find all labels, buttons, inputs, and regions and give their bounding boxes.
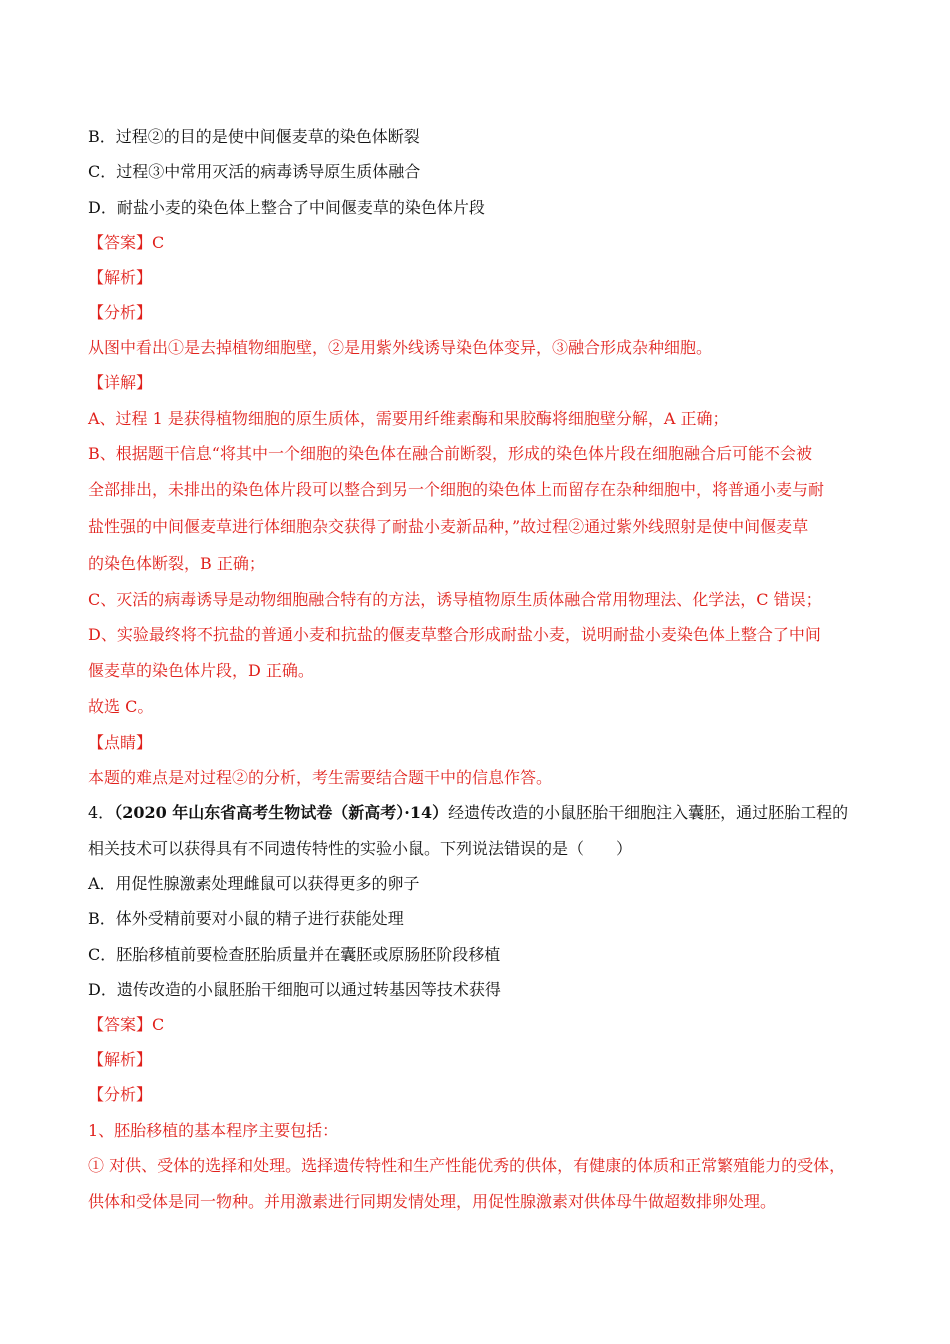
q3-detail-line: 全部排出，未排出的染色体片段可以整合到另一个细胞的染色体上而留存在杂种细胞中，将普通小麦与耐 (88, 480, 825, 499)
q4-option-c: C．胚胎移植前要检查胚胎质量并在囊胚或原肠胚阶段移植 (88, 945, 501, 964)
q4-answer: 【答案】C (88, 1015, 165, 1034)
q3-detail-line: A、过程 1 是获得植物细胞的原生质体，需要用纤维素酶和果胶酶将细胞壁分解，A 正确； (88, 409, 729, 428)
q4-stem-line2: 相关技术可以获得具有不同遗传特性的实验小鼠。下列说法错误的是（ ） (88, 839, 633, 858)
q3-answer: 【答案】C (88, 233, 165, 252)
q3-dianjing-text: 本题的难点是对过程②的分析，考生需要结合题干中的信息作答。 (88, 768, 553, 787)
q4-fenxi-label: 【分析】 (88, 1085, 153, 1104)
q4-option-b: B．体外受精前要对小鼠的精子进行获能处理 (88, 909, 404, 928)
q4-number: 4． (88, 803, 115, 822)
q3-detail-line: 盐性强的中间偃麦草进行体细胞杂交获得了耐盐小麦新品种，”故过程②通过紫外线照射是使中间偃麦草 (88, 517, 809, 536)
q4-analysis-label: 【解析】 (88, 1050, 153, 1069)
q4-fenxi-line: 1、胚胎移植的基本程序主要包括： (88, 1121, 339, 1140)
q3-detail-line: D、实验最终将不抗盐的普通小麦和抗盐的偃麦草整合形成耐盐小麦，说明耐盐小麦染色体上整合了中间 (88, 625, 821, 644)
q3-choice: 故选 C。 (88, 697, 154, 716)
q4-fenxi-line: 供体和受体是同一物种。并用激素进行同期发情处理，用促性腺激素对供体母牛做超数排卵处理。 (88, 1192, 777, 1211)
q3-option-c: C．过程③中常用灭活的病毒诱导原生质体融合 (88, 162, 421, 181)
q3-detail-line: 的染色体断裂，B 正确； (88, 554, 265, 573)
q4-option-d: D．遗传改造的小鼠胚胎干细胞可以通过转基因等技术获得 (88, 980, 501, 999)
q4-source: （2020 年山东省高考生物试卷（新高考）·14） (114, 803, 449, 822)
q3-option-d: D．耐盐小麦的染色体上整合了中间偃麦草的染色体片段 (88, 198, 485, 217)
q3-detail-line: B、根据题干信息“将其中一个细胞的染色体在融合前断裂，形成的染色体片段在细胞融合后可能不会被 (88, 444, 812, 463)
q4-fenxi-line: ① 对供、受体的选择和处理。选择遗传特性和生产性能优秀的供体，有健康的体质和正常繁殖能力的受体， (88, 1156, 846, 1175)
q3-fenxi-label: 【分析】 (88, 303, 153, 322)
q3-detail-line: C、灭活的病毒诱导是动物细胞融合特有的方法，诱导植物原生质体融合常用物理法、化学法，C 错误； (88, 590, 822, 609)
q4-stem-line1 (88, 802, 868, 824)
q4-stem: 经遗传改造的小鼠胚胎干细胞注入囊胚，通过胚胎工程的 (448, 803, 849, 822)
q4-option-a: A．用促性腺激素处理雌鼠可以获得更多的卵子 (88, 874, 420, 893)
q3-dianjing-label: 【点睛】 (88, 733, 153, 752)
q3-fenxi-text: 从图中看出①是去掉植物细胞壁，②是用紫外线诱导染色体变异，③融合形成杂种细胞。 (88, 338, 713, 357)
q3-option-b: B．过程②的目的是使中间偃麦草的染色体断裂 (88, 127, 420, 146)
q3-detail-line: 偃麦草的染色体片段，D 正确。 (88, 661, 314, 680)
q3-detail-label: 【详解】 (88, 373, 153, 392)
q3-analysis-label: 【解析】 (88, 268, 153, 287)
